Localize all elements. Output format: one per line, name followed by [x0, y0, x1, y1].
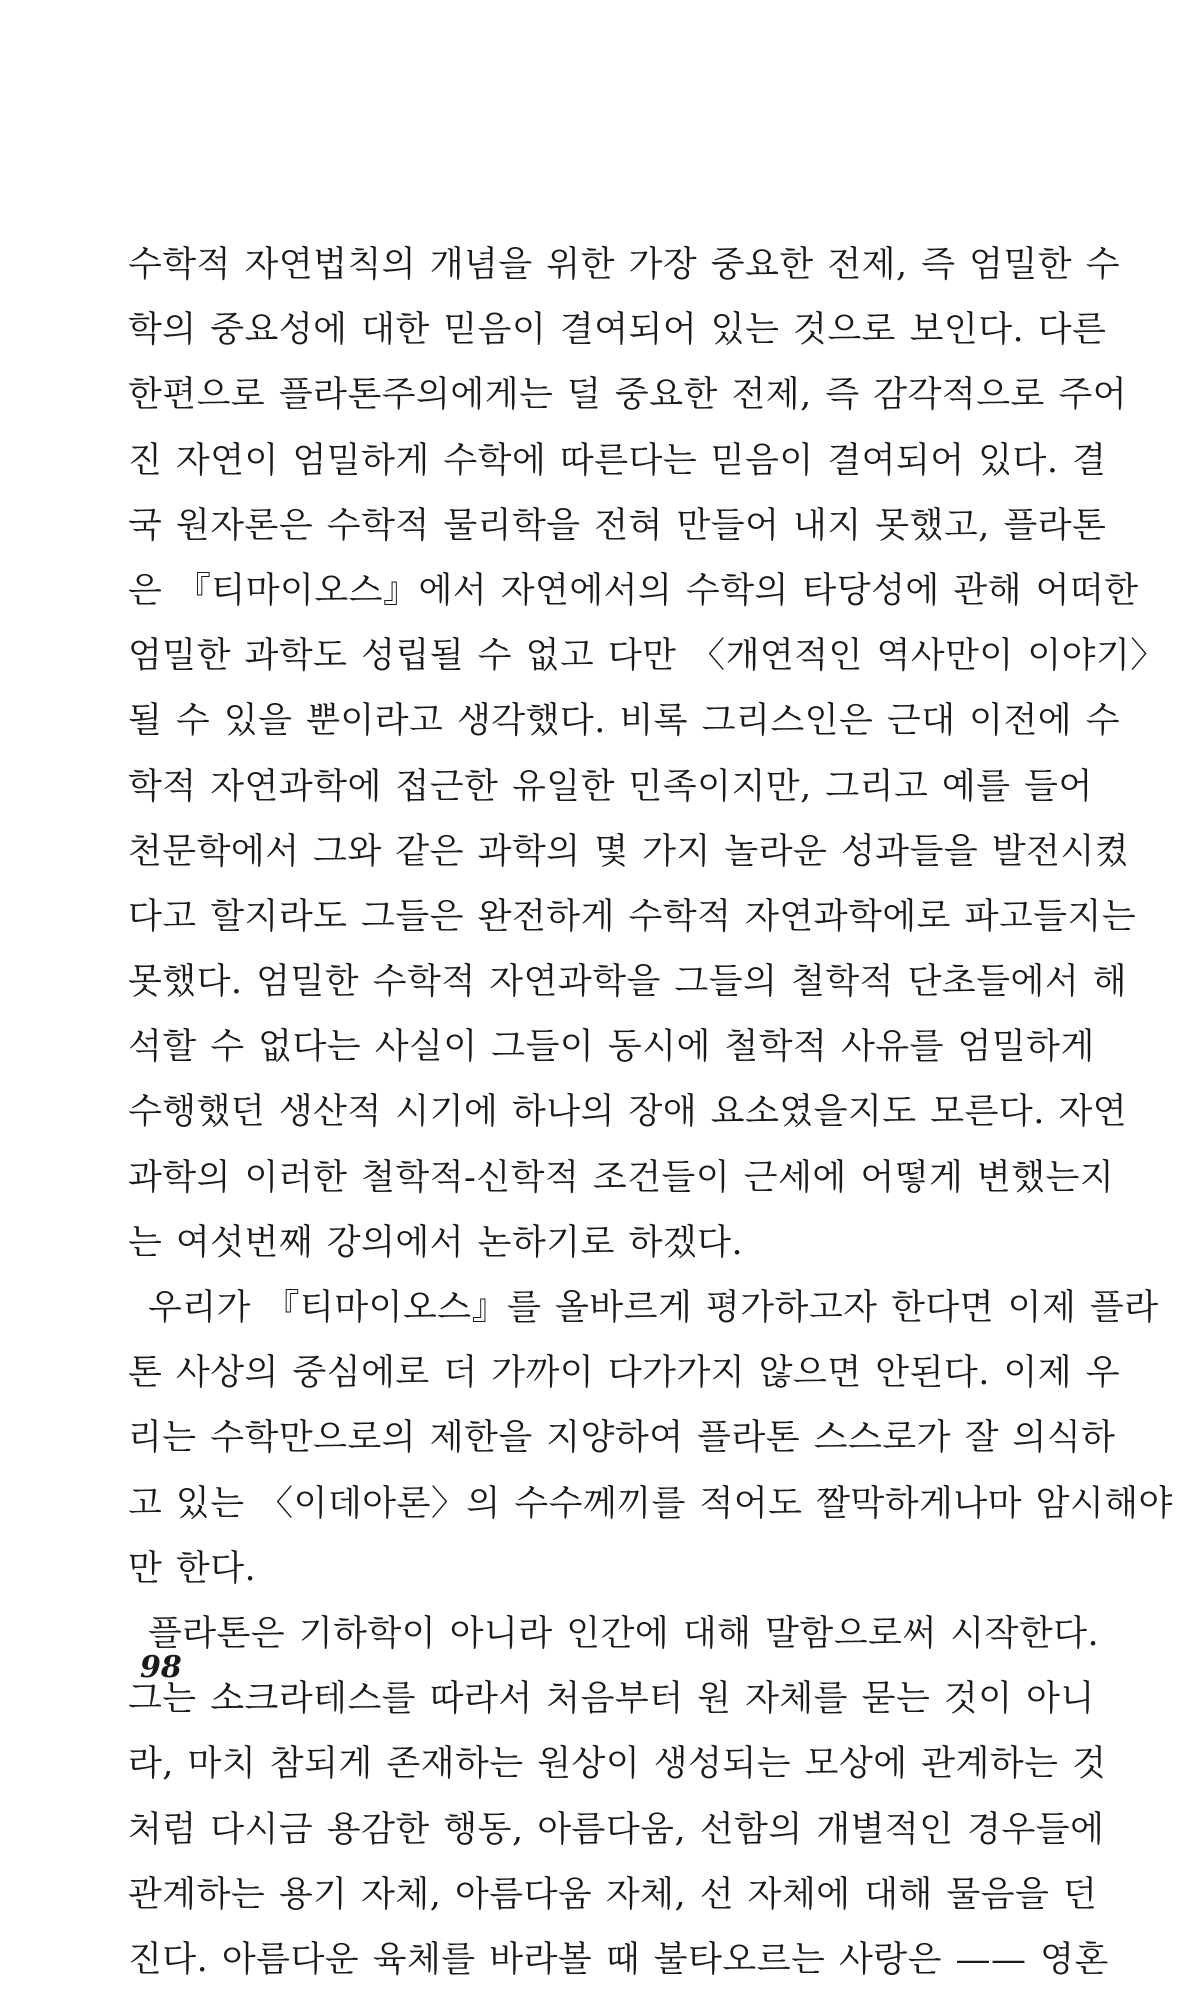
- text-line: 진다. 아름다운 육체를 바라볼 때 불타오르는 사랑은 —— 영혼: [128, 1939, 1109, 1980]
- text-line: 천문학에서 그와 같은 과학의 몇 가지 놀라운 성과들을 발전시켰: [128, 831, 1130, 872]
- text-line: 학적 자연과학에 접근한 유일한 민족이지만, 그리고 예를 들어: [128, 766, 1093, 807]
- text-line: 학의 중요성에 대한 믿음이 결여되어 있는 것으로 보인다. 다른: [128, 310, 1107, 351]
- text-line: 석할 수 없다는 사실이 그들이 동시에 철학적 사유를 엄밀하게: [128, 1027, 1095, 1068]
- text-line: 과학의 이러한 철학적-신학적 조건들이 근세에 어떻게 변했는지: [128, 1157, 1115, 1198]
- text-line: 국 원자론은 수학적 물리학을 전혀 만들어 내지 못했고, 플라톤: [128, 505, 1107, 546]
- text-line: 처럼 다시금 용감한 행동, 아름다움, 선함의 개별적인 경우들에: [128, 1809, 1105, 1850]
- text-line: 톤 사상의 중심에로 더 가까이 다가가지 않으면 안된다. 이제 우: [128, 1353, 1121, 1394]
- text-line: 진 자연이 엄밀하게 수학에 따른다는 믿음이 결여되어 있다. 결: [128, 440, 1107, 481]
- text-line: 은 『티마이오스』에서 자연에서의 수학의 타당성에 관해 어떠한: [128, 570, 1139, 611]
- text-line: 그는 소크라테스를 따라서 처음부터 원 자체를 묻는 것이 아니: [128, 1679, 1095, 1720]
- text-line: 고 있는 〈이데아론〉의 수수께끼를 적어도 짤막하게나마 암시해야: [128, 1483, 1173, 1524]
- page-number: 98: [140, 1650, 182, 1685]
- text-line: 리는 수학만으로의 제한을 지양하여 플라톤 스스로가 잘 의식하: [128, 1418, 1116, 1459]
- text-line: 플라톤은 기하학이 아니라 인간에 대해 말함으로써 시작한다.: [148, 1613, 1100, 1654]
- text-line: 우리가 『티마이오스』를 올바르게 평가하고자 한다면 이제 플라: [148, 1288, 1159, 1328]
- text-line: 못했다. 엄밀한 수학적 자연과학을 그들의 철학적 단초들에서 해: [128, 962, 1128, 1003]
- text-line: 라, 마치 참되게 존재하는 원상이 생성되는 모상에 관계하는 것: [128, 1744, 1107, 1785]
- body-text: [128, 233, 1173, 1993]
- text-line: 다고 할지라도 그들은 완전하게 수학적 자연과학에로 파고들지는: [128, 896, 1137, 937]
- text-line: 될 수 있을 뿐이라고 생각했다. 비록 그리스인은 근대 이전에 수: [128, 701, 1121, 742]
- text-line: 관계하는 용기 자체, 아름다움 자체, 선 자체에 대해 물음을 던: [128, 1874, 1098, 1915]
- text-line: 수행했던 생산적 시기에 하나의 장애 요소였을지도 모른다. 자연: [128, 1092, 1128, 1133]
- text-line: 엄밀한 과학도 성립될 수 없고 다만 〈개연적인 역사만이 이야기〉: [128, 636, 1166, 677]
- text-line: 한편으로 플라톤주의에게는 덜 중요한 전제, 즉 감각적으로 주어: [128, 375, 1128, 416]
- text-line: 는 여섯번째 강의에서 논하기로 하겠다.: [128, 1222, 744, 1263]
- text-line: 수학적 자연법칙의 개념을 위한 가장 중요한 전제, 즉 엄밀한 수: [128, 245, 1121, 285]
- text-line: 만 한다.: [128, 1548, 257, 1589]
